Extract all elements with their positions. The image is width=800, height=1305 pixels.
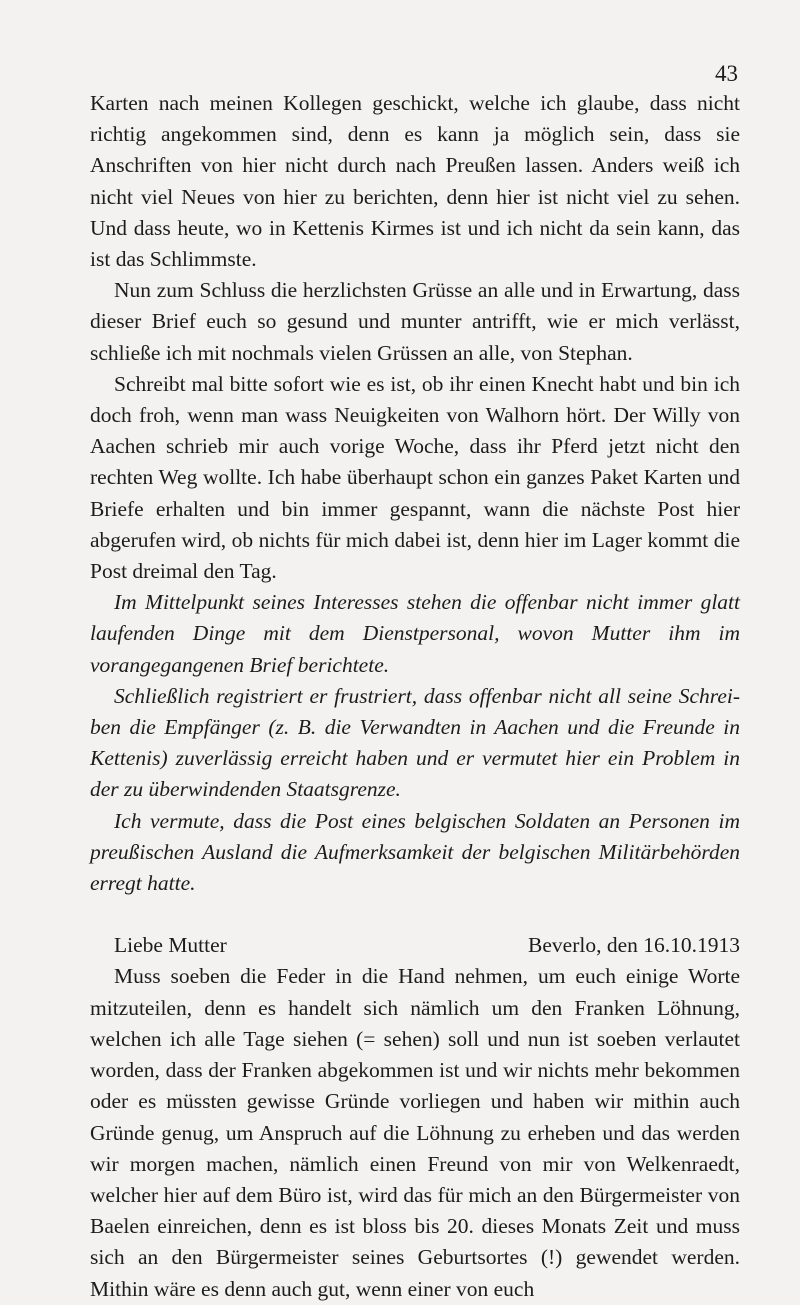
commentary-paragraph: Schließlich registriert er frustriert, dass offenbar nicht all seine Schrei-ben die Empfänger (z. B. die Verwandten in Aachen und die Freunde in Kettenis) zuverlässig erreicht haben und er vermutet hier ein Problem in der zu überwindenden Staatsgrenze. bbox=[90, 683, 740, 802]
paragraph-postscript: Schreibt mal bitte sofort wie es ist, ob ihr einen Knecht habt und bin ich doch froh, wenn man wass Neuigkeiten von Walhorn hört. Der Willy von Aachen schrieb mir auch vorige Woche, dass ihr Pferd jetzt nicht den rechten Weg wollte. Ich habe überhaupt schon ein ganzes Paket Karten und Briefe erhalten und bin immer gespannt, wann die nächste Post hier abgerufen wird, ob nichts für mich dabei ist, denn hier im Lager kommt die Post dreimal den Tag. bbox=[90, 371, 740, 584]
letter-salutation: Liebe Mutter bbox=[114, 933, 227, 958]
paragraph-continued: Karten nach meinen Kollegen geschickt, welche ich glaube, dass nicht richtig angekommen sind, denn es kann ja möglich sein, dass sie Anschriften von hier nicht durch nach Preußen lassen. Anders weiß ich nicht viel Neues von hier zu berichten, denn hier ist nicht viel zu sehen. Und dass heute, wo in Kettenis Kirmes ist und ich nicht da sein kann, das ist das Schlimmste. bbox=[90, 91, 740, 272]
commentary-paragraph: Ich vermute, dass die Post eines belgischen Soldaten an Personen im preußischen Ausland die Aufmerksamkeit der belgischen Militärbehörden erregt hatte. bbox=[90, 808, 740, 896]
letter-body: Muss soeben die Feder in die Hand nehmen, um euch einige Worte mitzuteilen, denn es handelt sich nämlich um den Franken Löhnung, welchen ich alle Tage siehen (= sehen) soll und nun ist soeben verlautet worden, dass der Franken abgekommen ist und wir nichts mehr bekommen oder es müssten gewisse Gründe vorliegen und haben wir mithin auch Gründe genug, um Anspruch auf die Löhnung zu erheben und das werden wir morgen machen, nämlich einen Freund von mir von Welkenraedt, welcher hier auf dem Büro ist, wird das für mich an den Bürgermeister von Baelen einreichen, denn es ist bloss bis 20. dieses Monats Zeit und muss sich an den Bürgermeister seines Geburtsortes (!) gewendet werden. Mithin wäre es denn auch gut, wenn einer von euch bbox=[90, 964, 740, 1301]
letter-heading bbox=[90, 930, 740, 961]
page-text bbox=[90, 88, 740, 1305]
commentary-paragraph: Im Mittelpunkt seines Interesses stehen die offenbar nicht immer glatt laufenden Dinge mit dem Dienstpersonal, wovon Mutter ihm im vorangegangenen Brief berichtete. bbox=[90, 590, 740, 677]
page-number: 43 bbox=[715, 61, 738, 86]
letter-place-date: Beverlo, den 16.10.1913 bbox=[528, 933, 740, 958]
paragraph-closing: Nun zum Schluss die herzlichsten Grüsse an alle und in Erwartung, dass dieser Brief euch so gesund und munter antrifft, wie er mich verlässt, schließe ich mit nochmals vielen Grüssen an alle, von Stephan. bbox=[90, 278, 740, 365]
section-gap bbox=[90, 899, 740, 930]
